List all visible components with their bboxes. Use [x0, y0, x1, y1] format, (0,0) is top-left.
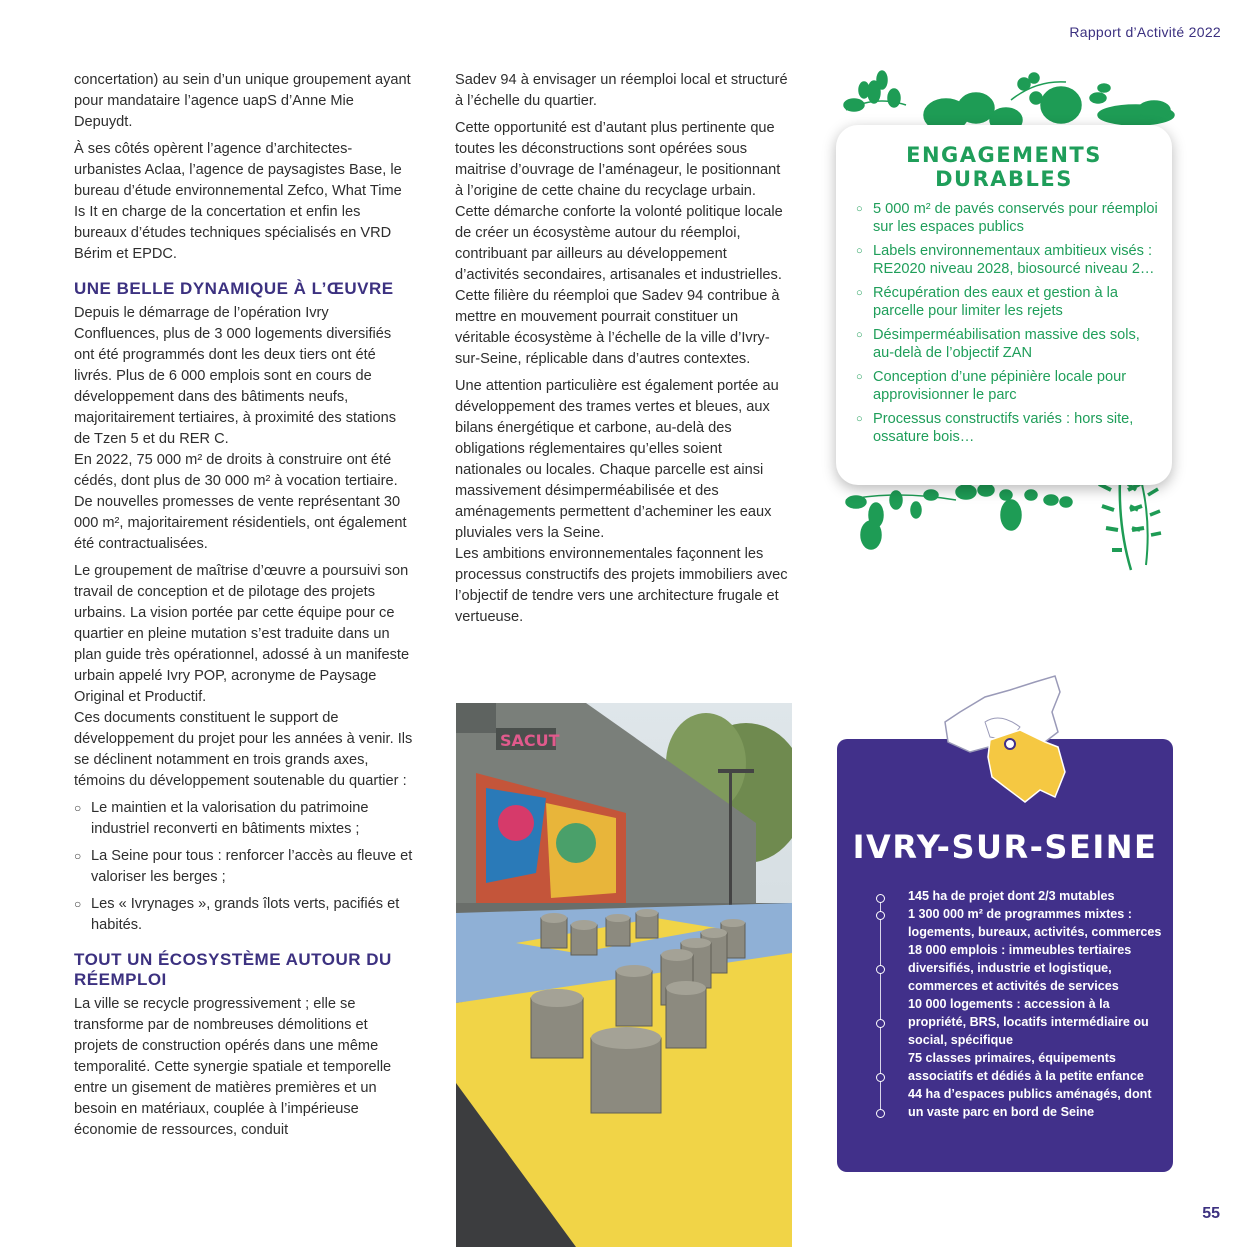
paragraph: Ces documents constituent le support de développement du projet pour les années à venir. Ils se déclinent notamment en trois grands axes, témoins du développement soutenable du quartier :	[74, 710, 413, 789]
ivry-facts-list	[873, 887, 1163, 1121]
region-map	[940, 672, 1070, 806]
paragraph: La ville se recycle progressivement ; elle se transforme par de nombreuses démolitions et projets de construction opérés dans une même temporalité. Cette synergie spatiale et temporelle entre un gisement de matières premières et un besoin en matériaux, couplée à l’impérieuse économie de ressources, conduit	[74, 996, 392, 1138]
text-column-2	[455, 70, 790, 634]
engagements-card	[836, 125, 1172, 485]
paragraph: Une attention particulière est également portée au développement des trames vertes et bleues, aux bilans énergétique et carbone, au-delà des obligations réglementaires qu’elles soient nationales ou locales. Chaque parcelle est ainsi massivement désimperméabilisée et des aménagements permettent d’acheminer les eaux pluviales vers la Seine.	[455, 378, 779, 541]
paragraph: Le groupement de maîtrise d’œuvre a poursuivi son travail de conception et de pilotage des projets urbains. La vision portée par cette équipe pour ce quartier en pleine mutation s’est traduite dans un plan guide très opérationnel, adossé à un manifeste urbain appelé Ivry POP, acronyme de Paysage Original et Productif.	[74, 563, 410, 705]
paragraph: En 2022, 75 000 m² de droits à construire ont été cédés, dont plus de 30 000 m² à vocation tertiaire. De nouvelles promesses de vente représentant 30 000 m², majoritairement résidentiels, ont également été contractualisées.	[74, 452, 407, 552]
list-item: ○ Désimperméabilisation massive des sols, au-delà de l’objectif ZAN	[856, 326, 1161, 362]
title-line: DURABLES	[935, 167, 1073, 191]
list-item: ○ 5 000 m² de pavés conservés pour réemploi sur les espaces publics	[856, 200, 1161, 236]
list-item: 75 classes primaires, équipements associatifs et dédiés à la petite enfance	[908, 1051, 1144, 1083]
list-item: ○ Processus constructifs variés : hors site, ossature bois…	[856, 410, 1161, 446]
paragraph: Depuis le démarrage de l’opération Ivry Confluences, plus de 3 000 logements diversifiés ont été programmés dont les deux tiers ont été livrés. Plus de 6 000 emplois sont en cours de développement dans des bâtiments neufs, majoritairement tertiaires, à proximité des stations de Tzen 5 et du RER C.	[74, 305, 396, 447]
list-item: 1 300 000 m² de programmes mixtes : logements, bureaux, activités, commerces	[908, 907, 1162, 939]
ivry-title: IVRY-SUR-SEINE	[852, 828, 1158, 866]
list-item: 10 000 logements : accession à la propriété, BRS, locatifs intermédiaire ou social, spécifique	[908, 997, 1149, 1047]
page-number: 55	[1202, 1205, 1220, 1222]
list-item: ○ Le maintien et la valorisation du patrimoine industriel reconverti en bâtiments mixtes ;	[74, 798, 414, 840]
paragraph: concertation) au sein d’un unique groupement ayant pour mandataire l’agence uapS d’Anne Mie Depuydt.	[74, 72, 411, 130]
sign-text: SACUT	[500, 731, 560, 750]
list-item: 145 ha de projet dont 2/3 mutables	[908, 889, 1115, 903]
paragraph: Cette opportunité est d’autant plus pertinente que toutes les déconstructions sont opérées sous maitrise d’ouvrage de l’aménageur, le positionnant à l’origine de cette chaine du recyclage urbain. Cette démarche conforte la volonté politique locale de créer un écosystème autour du réemploi, contribuant par ailleurs au développement d’activités secondaires, artisanales et industrielles. Cette filière du réemploi que Sadev 94 contribue à mettre en mouvement pourrait constituer un véritable écosystème à l’échelle de la ville d’Ivry-sur-Seine, réplicable dans d’autres contextes.	[455, 120, 783, 367]
list-item: ○ La Seine pour tous : renforcer l’accès au fleuve et valoriser les berges ;	[74, 846, 414, 888]
list-item: ○ Conception d’une pépinière locale pour approvisionner le parc	[856, 368, 1161, 404]
list-item: 18 000 emplois : immeubles tertiaires diversifiés, industrie et logistique, commerces et activités de services	[908, 943, 1132, 993]
street-photo	[456, 703, 792, 1247]
engagements-list	[856, 200, 1161, 452]
paragraph: Sadev 94 à envisager un réemploi local et structuré à l’échelle du quartier.	[455, 72, 788, 109]
text-column-1	[74, 70, 414, 1147]
street-photo-illustration	[456, 703, 792, 1247]
section-heading: TOUT UN ÉCOSYSTÈME AUTOUR DU RÉEMPLOI	[74, 950, 392, 989]
engagements-title	[836, 143, 1172, 191]
report-header: Rapport d’Activité 2022	[1069, 24, 1221, 40]
list-item: ○ Les « Ivrynages », grands îlots verts, pacifiés et habités.	[74, 894, 414, 936]
paragraph: Les ambitions environnementales façonnent les processus constructifs des projets immobiliers avec l’objectif de tendre vers une architecture frugale et vertueuse.	[455, 546, 788, 625]
paragraph: À ses côtés opèrent l’agence d’architectes-urbanistes Aclaa, l’agence de paysagistes Base, le bureau d’étude environnemental Zefco, What Time Is It en charge de la concertation et enfin les bureaux d’études techniques spécialisés en VRD Bérim et EPDC.	[74, 141, 402, 262]
axes-list	[74, 798, 414, 936]
title-line: ENGAGEMENTS	[906, 143, 1102, 167]
list-item: ○ Labels environnementaux ambitieux visés : RE2020 niveau 2028, biosourcé niveau 2…	[856, 242, 1161, 278]
engagements-panel	[836, 70, 1186, 580]
list-item: ○ Récupération des eaux et gestion à la parcelle pour limiter les rejets	[856, 284, 1161, 320]
location-pin-icon	[1005, 739, 1015, 749]
section-heading: UNE BELLE DYNAMIQUE À L’ŒUVRE	[74, 279, 394, 298]
list-item: 44 ha d’espaces publics aménagés, dont un vaste parc en bord de Seine	[908, 1087, 1152, 1119]
